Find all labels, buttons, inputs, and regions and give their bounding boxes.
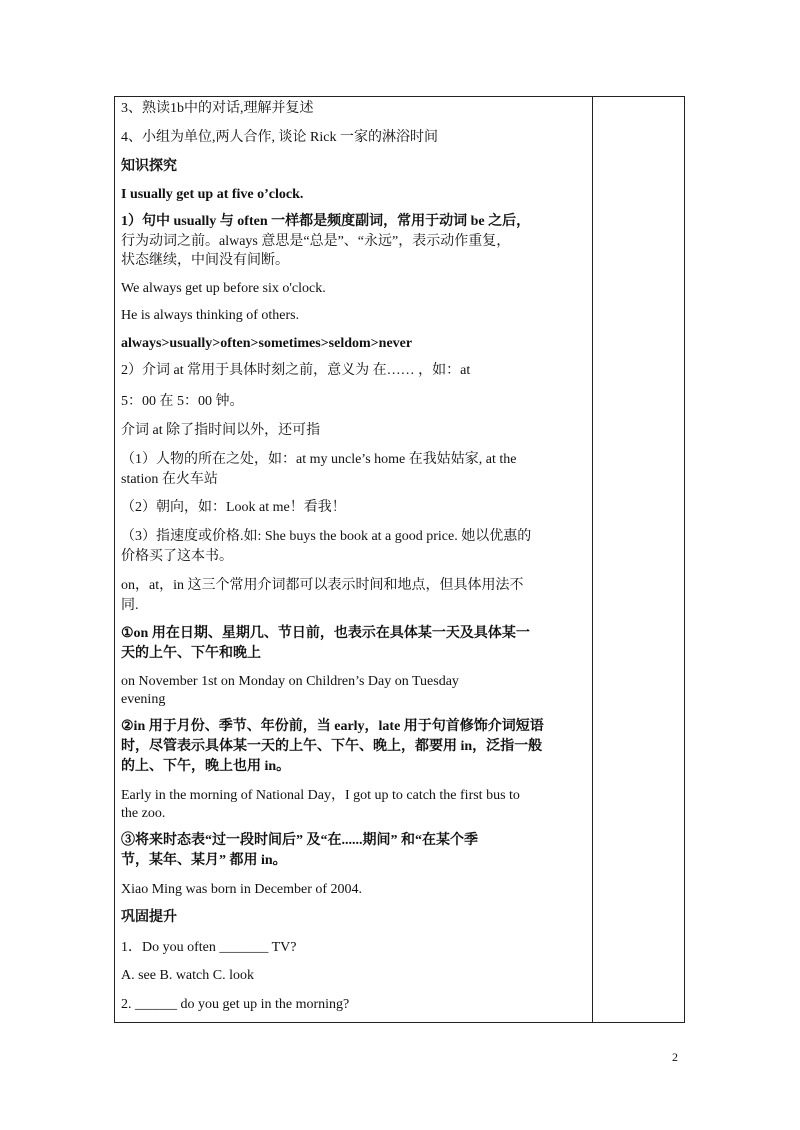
text-line: 2. ______ do you get up in the morning?	[121, 997, 350, 1012]
text-line: 的上、下午，晚上也用 in。	[121, 759, 291, 774]
text-line: on November 1st on Monday on Children’s Day on Tuesday	[121, 674, 459, 689]
text-line: 介词 at 除了指时间以外，还可指	[121, 423, 321, 438]
text-line: He is always thinking of others.	[121, 308, 300, 323]
text-line: 1．Do you often _______ TV?	[121, 940, 297, 955]
text-line: on，at，in 这三个常用介词都可以表示时间和地点，但具体用法不	[121, 578, 524, 593]
text-line: 1）句中 usually 与 often 一样都是频度副词，常用于动词 be 之后，	[121, 214, 531, 229]
text-line: station 在火车站	[121, 472, 218, 487]
text-line: 天的上午、下午和晚上	[121, 646, 261, 661]
text-line: 2）介词 at 常用于具体时刻之前，意义为 在…… ，如：at	[121, 363, 471, 378]
text-line: 知识探究	[121, 159, 177, 174]
text-line: 5：00 在 5：00 钟。	[121, 394, 244, 409]
text-line: Xiao Ming was born in December of 2004.	[121, 882, 363, 897]
text-line: We always get up before six o'clock.	[121, 281, 326, 296]
column-divider	[592, 97, 593, 1022]
page-number: 2	[672, 1050, 678, 1064]
text-line: ①on 用在日期、星期几、节日前，也表示在具体某一天及具体某一	[121, 626, 530, 641]
text-line: ③将来时态表“过一段时间后” 及“在......期间” 和“在某个季	[121, 833, 478, 848]
text-line: 时，尽管表示具体某一天的上午、下午、晚上，都要用 in，泛指一般	[121, 739, 543, 754]
text-line: （2）朝向，如：Look at me！看我！	[121, 500, 346, 515]
text-line: 节，某年、某月” 都用 in。	[121, 853, 287, 868]
text-line: A. see B. watch C. look	[121, 968, 254, 983]
text-line: （1）人物的所在之处，如：at my uncle’s home 在我姑姑家, at the	[121, 452, 517, 467]
text-line: 行为动词之前。always 意思是“总是”、“永远”，表示动作重复，	[121, 234, 511, 249]
lesson-table	[114, 96, 685, 1023]
text-line: （3）指速度或价格.如: She buys the book at a good price. 她以优惠的	[121, 529, 532, 544]
text-line: 状态继续，中间没有间断。	[121, 253, 289, 268]
text-line: 巩固提升	[121, 910, 177, 925]
text-line: the zoo.	[121, 806, 166, 821]
text-line: always>usually>often>sometimes>seldom>never	[121, 336, 413, 351]
text-line: evening	[121, 692, 166, 707]
text-line: 同.	[121, 598, 139, 613]
text-line: 3、熟读1b中的对话,理解并复述	[121, 101, 314, 116]
text-line: 4、小组为单位,两人合作, 谈论 Rick 一家的淋浴时间	[121, 130, 438, 145]
text-line: Early in the morning of National Day，I got up to catch the first bus to	[121, 788, 520, 803]
text-line: I usually get up at five o’clock.	[121, 187, 304, 202]
text-line: ②in 用于月份、季节、年份前，当 early，late 用于句首修饰介词短语	[121, 719, 544, 734]
text-line: 价格买了这本书。	[121, 549, 233, 564]
